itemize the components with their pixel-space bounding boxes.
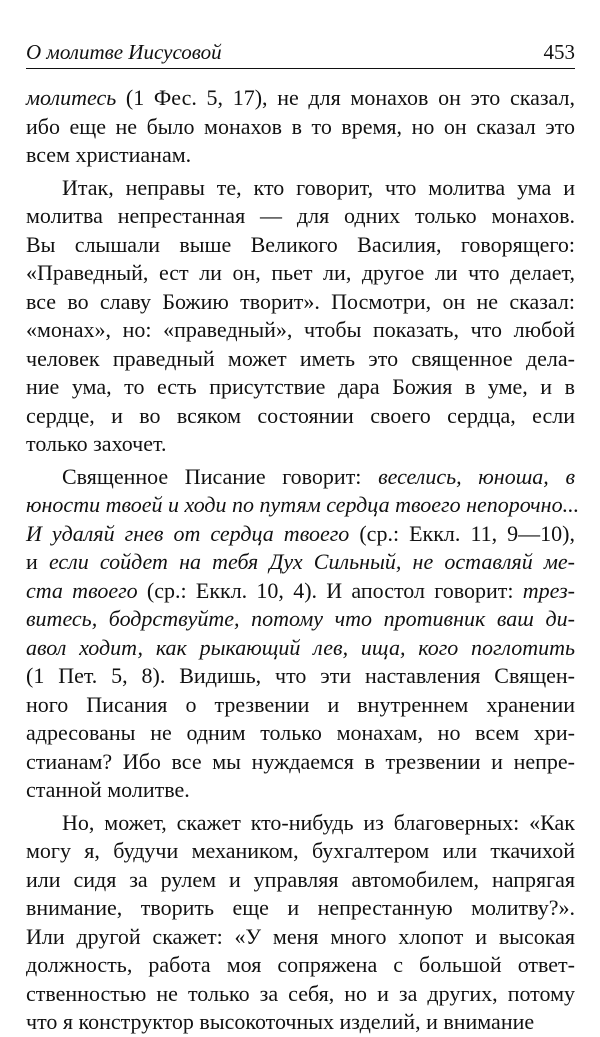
text-line <box>26 809 575 838</box>
text-run: молитва непрестанная — для одних только монахов. <box>26 203 575 228</box>
italic-text: молитесь <box>26 85 117 110</box>
text-run: Вы слышали выше Великого Василия, говорящего: <box>26 231 575 257</box>
text-run: внимание, творить еще и непрестанную молитву?». <box>26 895 575 920</box>
text-run: стианам? Ибо все мы нуждаемся в трезвении и непре- <box>26 748 575 774</box>
text-line <box>26 866 575 895</box>
text-run: всем христианам. <box>26 142 192 167</box>
text-line <box>26 837 575 866</box>
text-line <box>26 923 575 952</box>
text-line <box>26 373 575 402</box>
text-run: только захочет. <box>26 431 167 456</box>
text-line <box>26 402 575 431</box>
text-run: сердце, и во всяком состоянии своего сердца, если <box>26 402 575 428</box>
text-run: что я конструктор высокоточных изделий, и внимание <box>26 1009 535 1034</box>
page-number: 453 <box>543 40 575 64</box>
text-run: могу я, будучи механиком, бухгалтером или ткачихой <box>26 838 575 863</box>
text-line <box>26 259 575 288</box>
italic-text: И удаляй гнев от сердца твоего <box>26 520 350 546</box>
text-line <box>26 577 575 606</box>
text-line <box>26 662 575 691</box>
text-run: или сидя за рулем и управляя автомобилем, напрягая <box>26 866 575 892</box>
italic-text: если сойдет на тебя Дух Сильный, не оставляй ме- <box>48 549 575 574</box>
text-line <box>26 980 575 1009</box>
text-run: Священное Писание говорит: <box>62 463 379 489</box>
paragraph-3 <box>26 463 580 805</box>
text-line <box>26 113 575 142</box>
text-run: адресованы не одним только монахам, но всем хри- <box>26 720 575 745</box>
text-run: Но, может, скажет кто-нибудь из благоверных: «Как <box>62 809 575 835</box>
text-line <box>26 748 575 777</box>
text-line <box>26 548 575 577</box>
text-run: (ср.: Еккл. 11, 9—10), <box>349 520 575 546</box>
text-line <box>26 634 575 663</box>
italic-text: ста твоего <box>26 577 138 603</box>
text-run: (1 Фес. 5, 17), не для монахов он это сказал, <box>116 85 575 110</box>
italic-text: витесь, бодрствуйте, потому что противник ваш ди- <box>26 606 575 631</box>
text-line <box>26 316 575 345</box>
page-body <box>26 84 580 1037</box>
text-line <box>26 345 575 374</box>
text-line <box>26 84 575 113</box>
text-run: «Праведный, ест ли он, пьет ли, другое ли что делает, <box>26 260 575 285</box>
text-run: Или другой скажет: «У меня много хлопот и высокая <box>26 923 575 949</box>
text-line <box>26 202 575 231</box>
text-run: ние ума, то есть присутствие дара Божия в уме, и в <box>26 374 575 399</box>
text-run: «монах», но: «праведный», чтобы показать, что любой <box>26 317 575 342</box>
text-line <box>26 719 575 748</box>
text-line <box>26 1008 575 1037</box>
paragraph-4 <box>26 809 575 1037</box>
text-line <box>26 430 575 459</box>
text-run: должность, работа моя сопряжена с большой ответ- <box>26 952 575 977</box>
text-line <box>26 141 575 170</box>
text-line <box>26 691 575 720</box>
text-run: станной молитве. <box>26 777 190 802</box>
text-run: Итак, неправы те, кто говорит, что молитва ума и <box>62 174 575 200</box>
text-line <box>26 463 575 492</box>
text-line <box>26 520 575 549</box>
text-run: (1 Пет. 5, 8). Видишь, что эти наставления Священ- <box>26 663 575 688</box>
text-run: ного Писания о трезвении и внутреннем хранении <box>26 691 575 717</box>
text-line <box>26 288 575 317</box>
italic-text: юности твоей и ходи по путям сердца твоего непорочно... <box>26 492 580 517</box>
running-title: О молитве Иисусовой <box>26 40 222 64</box>
text-line <box>26 174 575 203</box>
text-line <box>26 605 575 634</box>
text-line <box>26 894 575 923</box>
running-header <box>26 32 575 69</box>
italic-text: трез- <box>522 577 575 603</box>
text-run: ственностью не только за себя, но и за других, потому <box>26 980 575 1006</box>
italic-text: веселись, юноша, в <box>378 463 575 489</box>
text-line <box>26 491 580 520</box>
paragraph-1 <box>26 84 575 170</box>
text-line <box>26 231 575 260</box>
text-run: (ср.: Еккл. 10, 4). И апостол говорит: <box>137 577 523 603</box>
text-line <box>26 776 575 805</box>
text-run: и <box>26 549 49 574</box>
italic-text: авол ходит, как рыкающий лев, ища, кого поглотить <box>26 634 575 660</box>
book-page <box>26 32 580 1037</box>
text-line <box>26 951 575 980</box>
text-run: ибо еще не было монахов в то время, но он сказал это <box>26 113 575 139</box>
paragraph-2 <box>26 174 575 459</box>
text-run: человек праведный может иметь это священное дела- <box>26 345 575 371</box>
text-run: все во славу Божию творит». Посмотри, он не сказал: <box>26 288 575 314</box>
